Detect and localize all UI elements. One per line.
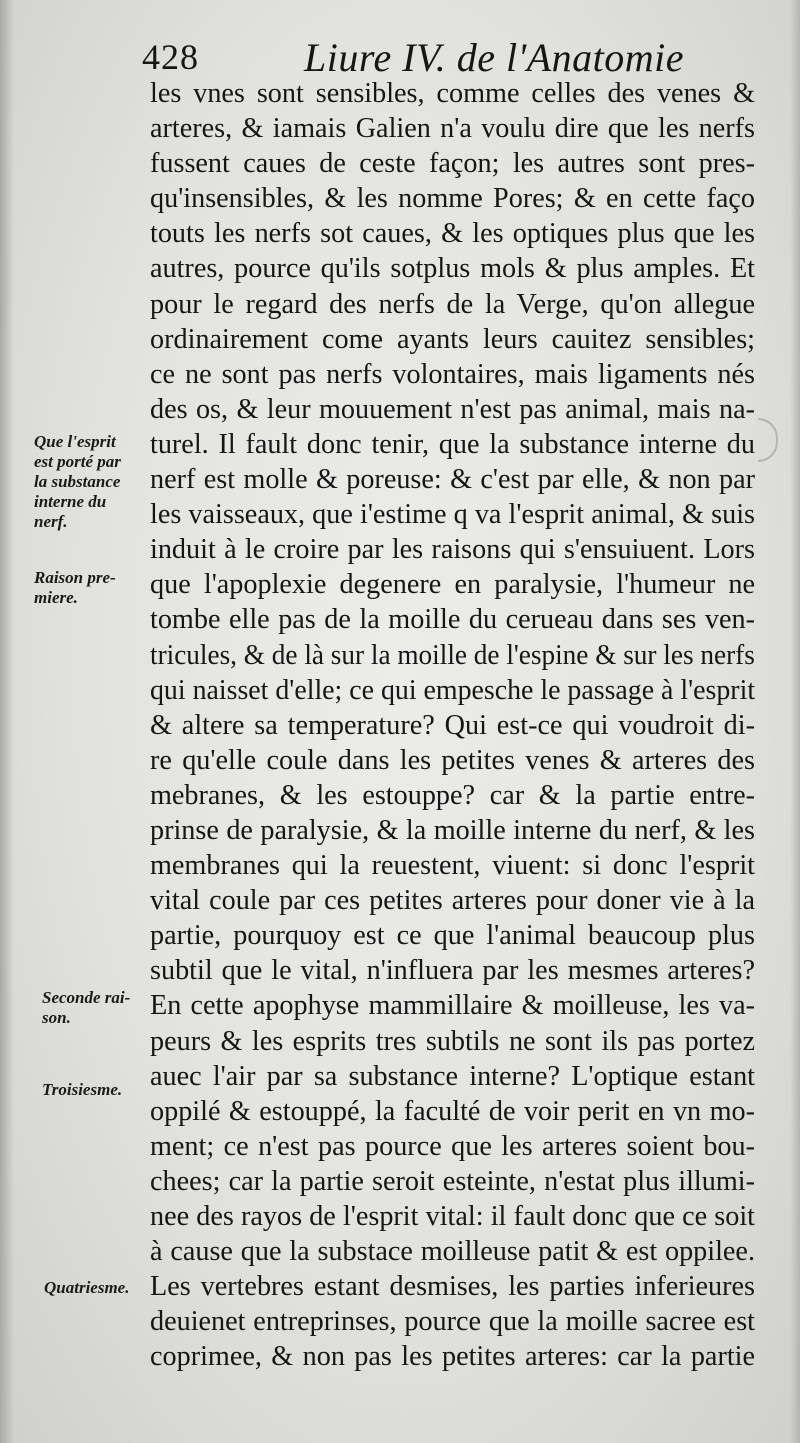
text-line: qui naisset d'elle; ce qui empesche le passage à l'esprit <box>150 674 756 706</box>
text-line: nerf est molle & poreuse: & c'est par elle, & non par <box>150 464 755 496</box>
margin-note-troisiesme <box>42 1080 122 1100</box>
margin-note-line: Seconde rai- <box>42 988 131 1007</box>
text-line: les vnes sont sensibles, comme celles des venes & <box>150 78 755 109</box>
margin-note-quatriesme <box>44 1278 129 1298</box>
text-line: induit à le croire par les raisons qui s'ensuiuent. Lors <box>150 534 755 566</box>
running-title: Liure IV. de l'Anatomie <box>304 35 685 80</box>
margin-note-line: nerf. <box>34 512 68 531</box>
text-line: des os, & leur mouuement n'est pas animal, mais na- <box>150 393 755 425</box>
main-text-block <box>150 76 765 1374</box>
text-line: ce ne sont pas nerfs volontaires, mais ligaments nés <box>150 358 755 390</box>
text-line: touts les nerfs sot caues, & les optiques plus que les <box>150 218 755 250</box>
text-line: qu'insensibles, & les nomme Pores; & en cette faço <box>150 183 755 215</box>
page-header <box>142 30 762 80</box>
text-line: nee des rayos de l'esprit vital: il fault donc que ce soit <box>150 1201 755 1232</box>
margin-note-esprit <box>34 432 121 532</box>
text-line: subtil que le vital, n'influera par les mesmes arteres? <box>150 955 755 987</box>
text-line: coprimee, & non pas les petites arteres: car la partie <box>150 1341 755 1373</box>
text-line: prinse de paralysie, & la moille interne du nerf, & les <box>150 814 755 846</box>
text-line: à cause que la substace moilleuse patit & est oppilee. <box>150 1236 755 1268</box>
margin-note-line: Raison pre- <box>34 568 116 587</box>
text-line: mebranes, & les estouppe? car & la partie entre- <box>150 779 755 811</box>
margin-note-line: Quatriesme. <box>44 1278 130 1297</box>
text-line: partie, pourquoy est ce que l'animal beaucoup plus <box>150 920 755 952</box>
page-left-shadow <box>0 0 14 1443</box>
text-line: oppilé & estouppé, la faculté de voir perit en vn mo- <box>150 1095 755 1127</box>
text-line: membranes qui la reuestent, viuent: si donc l'esprit <box>150 850 755 882</box>
margin-note-line: la substance <box>34 472 121 491</box>
text-line: autres, pource qu'ils sotplus mols & plus amples. Et <box>150 253 755 285</box>
text-line: tricules, & de là sur la moille de l'espine & sur les nerfs <box>150 639 755 671</box>
text-line: les vaisseaux, que i'estime q va l'esprit animal, & suis <box>150 499 755 531</box>
text-line: turel. Il fault donc tenir, que la substance interne du <box>150 428 755 460</box>
text-line: arteres, & iamais Galien n'a voulu dire que les nerfs <box>150 113 755 145</box>
text-line: En cette apophyse mammillaire & moilleuse, les va- <box>150 990 755 1022</box>
page-right-shadow <box>790 0 800 1443</box>
margin-note-raison-premiere <box>34 568 116 608</box>
text-line: peurs & les esprits tres subtils ne sont ils pas portez <box>150 1025 755 1057</box>
margin-note-seconde-raison <box>42 988 130 1028</box>
text-line: vital coule par ces petites arteres pour doner vie à la <box>150 885 755 917</box>
text-line: deuienet entreprinses, pource que la moille sacree est <box>150 1306 755 1338</box>
page-fold-mark <box>758 418 778 462</box>
text-line: que l'apoplexie degenere en paralysie, l'humeur ne <box>150 569 755 601</box>
text-line: Les vertebres estant desmises, les parties inferieures <box>150 1271 755 1303</box>
text-line: ment; ce n'est pas pource que les arteres soient bou- <box>150 1130 755 1162</box>
margin-note-line: miere. <box>34 588 78 607</box>
margin-note-line: est porté par <box>34 452 121 471</box>
text-line: auec l'air par sa substance interne? L'optique estant <box>150 1060 755 1092</box>
text-line: fussent caues de ceste façon; les autres sont pres- <box>150 148 755 180</box>
margin-note-line: Que l'esprit <box>34 432 116 451</box>
margin-note-line: Troisiesme. <box>42 1080 123 1099</box>
text-line: pour le regard des nerfs de la Verge, qu'on allegue <box>150 288 755 320</box>
text-line: tombe elle pas de la moille du cerueau dans ses ven- <box>150 604 755 636</box>
text-line: chees; car la partie seroit esteinte, n'estat plus illumi- <box>150 1165 755 1197</box>
margin-note-line: interne du <box>34 492 107 511</box>
margin-note-line: son. <box>42 1008 71 1027</box>
text-line: & altere sa temperature? Qui est-ce qui voudroit di- <box>150 709 755 741</box>
text-line: re qu'elle coule dans les petites venes & arteres des <box>150 744 755 776</box>
text-line: ordinairement come ayants leurs cauitez sensibles; <box>150 323 755 355</box>
page-number: 428 <box>142 37 199 77</box>
